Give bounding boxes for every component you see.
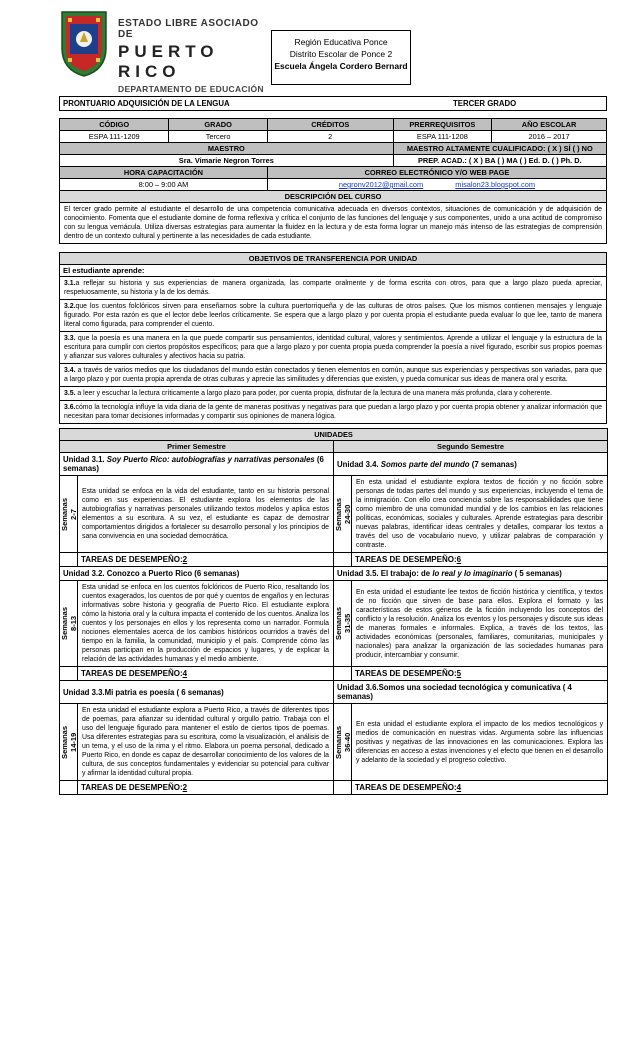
unit-3-2-weeks: [60, 581, 78, 667]
course-grade-value: Tercero: [169, 131, 267, 143]
unit-3-2-weeks-label: Semanas 8-13: [60, 607, 78, 640]
contact-value: [267, 179, 606, 191]
objectives-intro: El estudiante aprende:: [60, 265, 607, 277]
syllabus-title: PRONTUARIO ADQUISICIÓN DE LA LENGUA: [60, 97, 334, 111]
unit-3-5-tasks: [352, 667, 608, 681]
hours-value: 8:00 – 9:00 AM: [60, 179, 268, 191]
unit-3-4-tasks: [352, 553, 608, 567]
objective-item: [60, 332, 607, 364]
unit-3-1-weeks-label: Semanas 2-7: [60, 497, 78, 531]
unit-3-3-tasks-label: TAREAS DE DESEMPEÑO:: [81, 783, 183, 792]
objective-text: que los cuentos folclóricos sirven para enseñarnos sobre la cultura puertorriqueña y de las culturas de otros países. Que los mismos contienen mensajes y lenguaje figurado. Por esta razón es que el lector debe leerlos críticamente. Se espera que a largo plazo y por cuenta propia el estudiante pueda evaluar lo que lee, tanto de manera literal como figurada, para comprender el cuento.: [64, 303, 602, 328]
unit-3-6-tasks-label: TAREAS DE DESEMPEÑO:: [355, 783, 457, 792]
region-line-3: Escuela Ángela Cordero Bernard: [274, 61, 408, 71]
objective-item: [60, 401, 607, 424]
page-header: [0, 0, 638, 95]
teacher-name: Sra. Vimarie Negron Torres: [60, 155, 394, 167]
objective-number: 3.5.: [64, 390, 76, 397]
course-prereq-value: ESPA 111-1208: [393, 131, 491, 143]
unit-3-2-description: Esta unidad se enfoca en los cuentos folclóricos de Puerto Rico, resaltando los cuentos exagerados, los cuentos de por qué y cuentos de engaños y en lecturas informativas sobre historia y geografía de Puerto Rico. El estudiante explora cómo la historia oral y la cultura impacta el contenido de los cuentos. Analiza los cuentos y los personajes en ellos y los representa como un narrador. Formula nociones elementales acerca de los cambios históricos ocurridos a través del tiempo en la familia, la comunidad, municipio y el país. Comprende cómo las personas participan en la producción de espacios y lugares, y de explicar la relación de las actividades humanas y el medio ambiente.: [78, 581, 334, 667]
title-table: [59, 96, 607, 111]
unit-3-5-title-post: ( 5 semanas): [512, 569, 562, 578]
unit-3-4-description: En esta unidad el estudiante explora textos de ficción y no ficción sobre personas de todas partes del mundo y sus experiencias, incluyendo el tema de la inmigración. Con ello crea conciencia sobre las responsabilidades que tiene como miembro de una comunidad mundial y de los cambios en las relaciones políticas, económicas, sociales y culturales. Aprende estrategias para describir nuevas palabras, identificar ideas centrales y detalles, comparar los textos a través del uso de vocabulario nuevo, y utilizar palabras de comparación y contraste.: [352, 476, 608, 553]
unit-3-4-tasks-label: TAREAS DE DESEMPEÑO:: [355, 555, 457, 564]
teacher-header: MAESTRO: [60, 143, 394, 155]
objectives-table: [59, 252, 607, 424]
objective-text: que la poesía es una manera en la que puede compartir sus pensamientos, identidad cultural, valores y sentimientos. Aprende a utilizar el lenguaje y la estructura de la escritura para cumplir con ciertos propósitos específicos; para que a largo plazo y por cuenta propia pueda comprender la poesía a nivel figurado, escribir sus propios poemas y afianzar sus valores culturales y afectivos hacia su patria.: [64, 335, 602, 360]
objective-item: [60, 364, 607, 387]
unit-3-3-title: Unidad 3.3.Mi patria es poesía ( 6 semanas): [60, 681, 334, 704]
unit-3-3-tasks: [78, 781, 334, 795]
unit-3-4-title-pre: Unidad 3.4.: [337, 459, 381, 469]
objective-number: 3.2.: [64, 303, 76, 310]
unit-3-4-weeks: [334, 476, 352, 553]
agency-line-3: DEPARTAMENTO DE EDUCACIÓN: [118, 84, 264, 94]
unit-3-1-title-post: (6 semanas): [63, 455, 324, 473]
unit-3-5-tasks-count: 5: [456, 669, 462, 678]
web-link[interactable]: misalon23.blogspot.com: [455, 180, 535, 189]
unit-3-2-tasks-label: TAREAS DE DESEMPEÑO:: [81, 669, 183, 678]
objective-item: [60, 300, 607, 332]
unit-3-1-title-pre: Unidad 3.1.: [63, 455, 107, 464]
course-credits-header: CRÉDITOS: [267, 119, 393, 131]
teacher-prep: PREP. ACAD.: ( X ) BA ( ) MA ( ) Ed. D. ( ) Ph. D.: [393, 155, 606, 167]
unit-3-4-weeks-label: Semanas 24-30: [334, 497, 352, 531]
region-line-1: Región Educativa Ponce: [294, 37, 388, 47]
unit-3-1-tasks-count: 2: [182, 555, 188, 564]
unit-3-1-tasks: [78, 553, 334, 567]
qualified-header: MAESTRO ALTAMENTE CUALIFICADO: ( X ) SÍ ( ) NO: [393, 143, 606, 155]
objective-item: [60, 387, 607, 401]
unit-3-6-description: En esta unidad el estudiante explora el impacto de los medios tecnológicos y medios de comunicación en nuestras vidas. Argumenta sobre las influencias positivas y negativas de las innovaciones en las comunicaciones. Explora las diferencias en acceso a estas invenciones y el efecto que tienen en el desarrollo y adelanto de la sociedad y el progreso colectivo.: [352, 704, 608, 781]
unit-3-6-weeks: [334, 704, 352, 781]
semester-1-header: Primer Semestre: [60, 441, 334, 453]
unit-3-2-title: Unidad 3.2. Conozco a Puerto Rico (6 semanas): [60, 567, 334, 581]
unit-3-1-tasks-label: TAREAS DE DESEMPEÑO:: [81, 555, 183, 564]
hours-header: HORA CAPACITACIÓN: [60, 167, 268, 179]
grade-title: TERCER GRADO: [333, 97, 607, 111]
unit-3-4-tasks-count: 6: [456, 555, 462, 564]
course-year-header: AÑO ESCOLAR: [492, 119, 607, 131]
unit-3-4-title-post: (7 semanas): [469, 459, 517, 469]
unit-3-5-weeks-label: Semanas 31-35: [334, 607, 352, 640]
unit-3-1-title-italic: Soy Puerto Rico: autobiografías y narrativas personales: [106, 455, 315, 464]
puerto-rico-seal-icon: [58, 8, 110, 78]
units-table: [59, 428, 608, 795]
objective-text: a través de varios medios que los ciudadanos del mundo están conectados y tienen elementos en común, aunque sus experiencias y perspectivas son variadas, para que a largo plazo y por cuenta propia aprenda de otras culturas y aprecie las similitudes y diferencias que existen, y pueda comunicar sus ideas de manera oral y escrita.: [64, 367, 602, 383]
unit-3-1-description: Esta unidad se enfoca en la vida del estudiante, tanto en su historia personal como en sus experiencias. El estudiante explora los elementos de las autobiografías y narrativas personales utilizando textos modelos y aplica estos elementos a su escritura. A su vez, el estudiante es capaz de demostrar comportamientos dirigidos a fortalecer su desarrollo personal y los principios de sana convivencia en una sociedad democrática.: [78, 476, 334, 553]
agency-block: [118, 18, 268, 94]
objective-number: 3.6.: [64, 404, 76, 411]
course-code-header: CÓDIGO: [60, 119, 169, 131]
unit-3-5-description: En esta unidad el estudiante lee textos de ficción histórica y científica, y textos de no ficción que sirven de base para ellos. Explora el formato y las características de estos géneros de la ficción incluyendo los conceptos del conflicto y la resolución. Analiza los eventos y los personajes y discute sus ideas de maneras formales e informales. Explica, a través de los textos, las actividades económicas (personales, familiares, comunitarias, municipales y nacionales) para analizar la organización de las sociedades humanas para producir, intercambiar y consumir.: [352, 581, 608, 667]
unit-3-4-title-italic: Somos parte del mundo: [380, 459, 470, 469]
objective-number: 3.1.: [64, 280, 76, 287]
unit-3-5-title-italic: lo real y lo imaginario: [432, 569, 513, 578]
contact-header: CORREO ELECTRÓNICO Y/O WEB PAGE: [267, 167, 606, 179]
unit-3-6-weeks-label: Semanas 36-40: [334, 725, 352, 759]
description-header: DESCRIPCIÓN DEL CURSO: [60, 191, 607, 203]
unit-3-2-tasks-count: 4: [182, 669, 188, 678]
email-link[interactable]: negronv2012@gmail.com: [338, 180, 424, 189]
course-year-value: 2016 – 2017: [492, 131, 607, 143]
unit-3-5-title: [334, 567, 608, 581]
objective-item: [60, 277, 607, 300]
agency-line-2: PUERTO RICO: [118, 42, 219, 81]
unit-3-5-title-pre: Unidad 3.5. El trabajo: de: [337, 569, 433, 578]
unit-3-6-tasks: [352, 781, 608, 795]
course-prereq-header: PRERREQUISITOS: [393, 119, 491, 131]
syllabus-document: [59, 96, 607, 795]
objective-number: 3.3.: [64, 335, 76, 342]
unit-3-5-weeks: [334, 581, 352, 667]
objective-text: cómo la tecnología influye la vida diaria de la gente de maneras positivas y negativas para que puedan a largo plazo y por cuenta propia obtener y analizar información que necesitan para tomar decisiones informadas y compartir sus opiniones de manera lógica.: [64, 404, 602, 420]
unit-3-6-tasks-count: 4: [456, 783, 462, 792]
agency-line-1: ESTADO LIBRE ASOCIADO DE: [118, 18, 259, 40]
unit-3-5-tasks-label: TAREAS DE DESEMPEÑO:: [355, 669, 457, 678]
unit-3-3-weeks-label: Semanas 14-19: [60, 725, 78, 759]
unit-3-1-title: [60, 453, 334, 476]
region-line-2: Distrito Escolar de Ponce 2: [289, 49, 393, 59]
course-code-value: ESPA 111-1209: [60, 131, 169, 143]
unit-3-1-weeks: [60, 476, 78, 553]
region-box: [271, 30, 411, 85]
course-credits-value: 2: [267, 131, 393, 143]
objective-number: 3.4.: [64, 367, 76, 374]
description-text: El tercer grado permite al estudiante el desarrollo de una competencia comunicativa adecuada en diversos contextos, situaciones de comunicación y de adquisición de conocimiento. Fomenta que el estudiante domine de forma reflexiva y crítica el conjunto de las funciones del lenguaje y sus componentes, unido a una actitud de compromiso con su lengua vernácula. Utiliza diversas estrategias para aumentar la fluidez en la lectura y de esta forma lograr un manejo más intenso de las estrategias de comprensión dentro de un contexto cultural y pertinente a las necesidades de cada estudiante.: [60, 203, 607, 244]
course-info-table: [59, 118, 607, 244]
objective-text: a reflejar su historia y sus experiencias de manera organizada, las comparte oralmente y de forma escrita con otros, para que a largo plazo pueda apreciar, respetuosamente, su historia y la de los demás.: [64, 280, 602, 296]
unit-3-3-weeks: [60, 704, 78, 781]
unit-3-4-title: [334, 453, 608, 476]
unit-3-3-tasks-count: 2: [182, 783, 188, 792]
units-header: UNIDADES: [60, 429, 608, 441]
course-grade-header: GRADO: [169, 119, 267, 131]
unit-3-3-description: En esta unidad el estudiante explora a Puerto Rico, a través de diferentes tipos de poemas, para afianzar su identidad cultural y orgullo patrio. Trabaja con el uso del lenguaje figurado para mantener el estilo de ciertos tipos de poemas. Usa diferentes estrategias para su escritura, como la visualización, el análisis de un tema, y el uso de la rima y el ritmo. Elabora un poema personal, dedicado a Puerto Rico, en donde es capaz de desarrollar conocimiento de los valores de la cultura, de sus conceptos fundamentales y evidenciar su potencial para cultivar y afirmar la identidad cultural propia.: [78, 704, 334, 781]
semester-2-header: Segundo Semestre: [334, 441, 608, 453]
unit-3-6-title: Unidad 3.6.Somos una sociedad tecnológica y comunicativa ( 4 semanas): [334, 681, 608, 704]
unit-3-2-tasks: [78, 667, 334, 681]
objective-text: a leer y escuchar la lectura críticamente a largo plazo para poder, por cuenta propia, disfrutar de la lectura de una manera más profunda, clara y coherente.: [75, 390, 552, 397]
objectives-header: OBJETIVOS DE TRANSFERENCIA POR UNIDAD: [60, 253, 607, 265]
